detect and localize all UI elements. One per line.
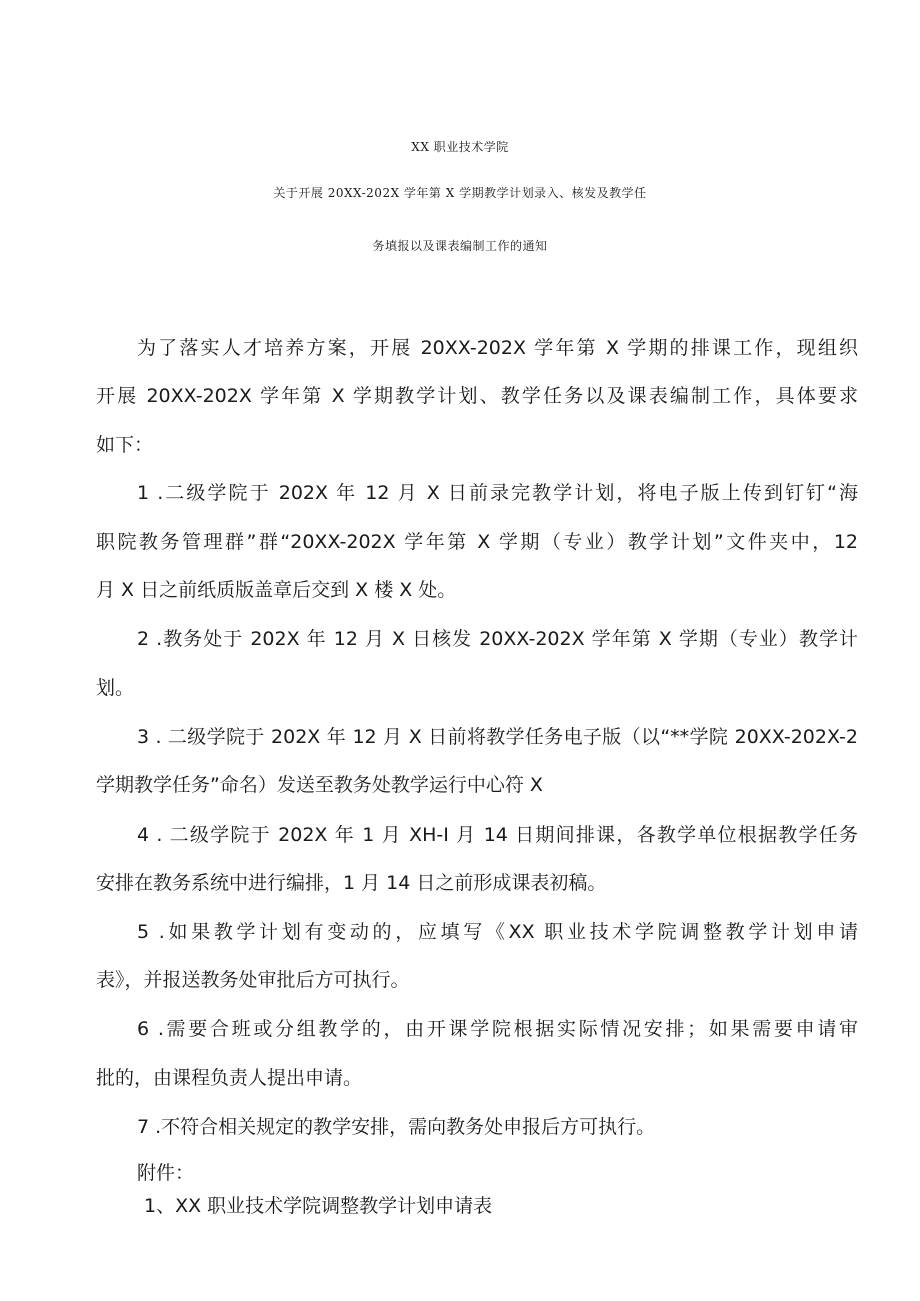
intro-paragraph-line: 如下： [96, 434, 154, 456]
item-2-line: 2 .教务处于 202X 年 12 月 X 日核发 20XX-202X 学年第 X 学期（专业）教学计 [137, 628, 858, 650]
intro-paragraph-line: 为了落实人才培养方案，开展 20XX-202X 学年第 X 学期的排课工作，现组织 [137, 337, 858, 359]
item-1-line: 月 X 日之前纸质版盖章后交到 X 楼 X 处。 [96, 579, 457, 601]
item-5-line: 5 .如果教学计划有变动的，应填写《XX 职业技术学院调整教学计划申请 [137, 921, 858, 943]
item-2-line: 划。 [96, 677, 135, 699]
item-7-line: 7 .不符合相关规定的教学安排，需向教务处申报后方可执行。 [137, 1116, 656, 1138]
attachments-label: 附件： [137, 1162, 195, 1184]
item-1-line: 职院教务管理群”群“20XX-202X 学年第 X 学期（专业）教学计划”文件夹中，12 [96, 531, 858, 553]
item-1-line: 1 .二级学院于 202X 年 12 月 X 日前录完教学计划，将电子版上传到钉钉“海 [137, 482, 858, 504]
document-title-school: XX 职业技术学院 [411, 140, 509, 154]
item-4-line: 4 . 二级学院于 202X 年 1 月 XH-I 月 14 日期间排课，各教学单位根据教学任务 [137, 824, 858, 846]
item-3-line: 3 . 二级学院于 202X 年 12 月 X 日前将教学任务电子版（以“**学院 20XX-202X-2 [137, 726, 858, 748]
item-3-line: 学期教学任务”命名）发送至教务处教学运行中心符 X [96, 774, 543, 796]
document-title-line-2: 务填报以及课表编制工作的通知 [372, 239, 548, 253]
item-6-line: 批的，由课程负责人提出申请。 [96, 1067, 363, 1089]
intro-paragraph-line: 开展 20XX-202X 学年第 X 学期教学计划、教学任务以及课表编制工作，具体要求 [96, 385, 858, 407]
document-title-line-1: 关于开展 20XX-202X 学年第 X 学期教学计划录入、核发及教学任 [273, 186, 647, 200]
item-4-line: 安排在教务系统中进行编排，1 月 14 日之前形成课表初稿。 [96, 872, 607, 894]
item-5-line: 表》，并报送教务处审批后方可执行。 [96, 969, 410, 991]
item-6-line: 6 .需要合班或分组教学的，由开课学院根据实际情况安排；如果需要申请审 [137, 1018, 858, 1040]
attachment-item: 1、XX 职业技术学院调整教学计划申请表 [144, 1195, 493, 1217]
